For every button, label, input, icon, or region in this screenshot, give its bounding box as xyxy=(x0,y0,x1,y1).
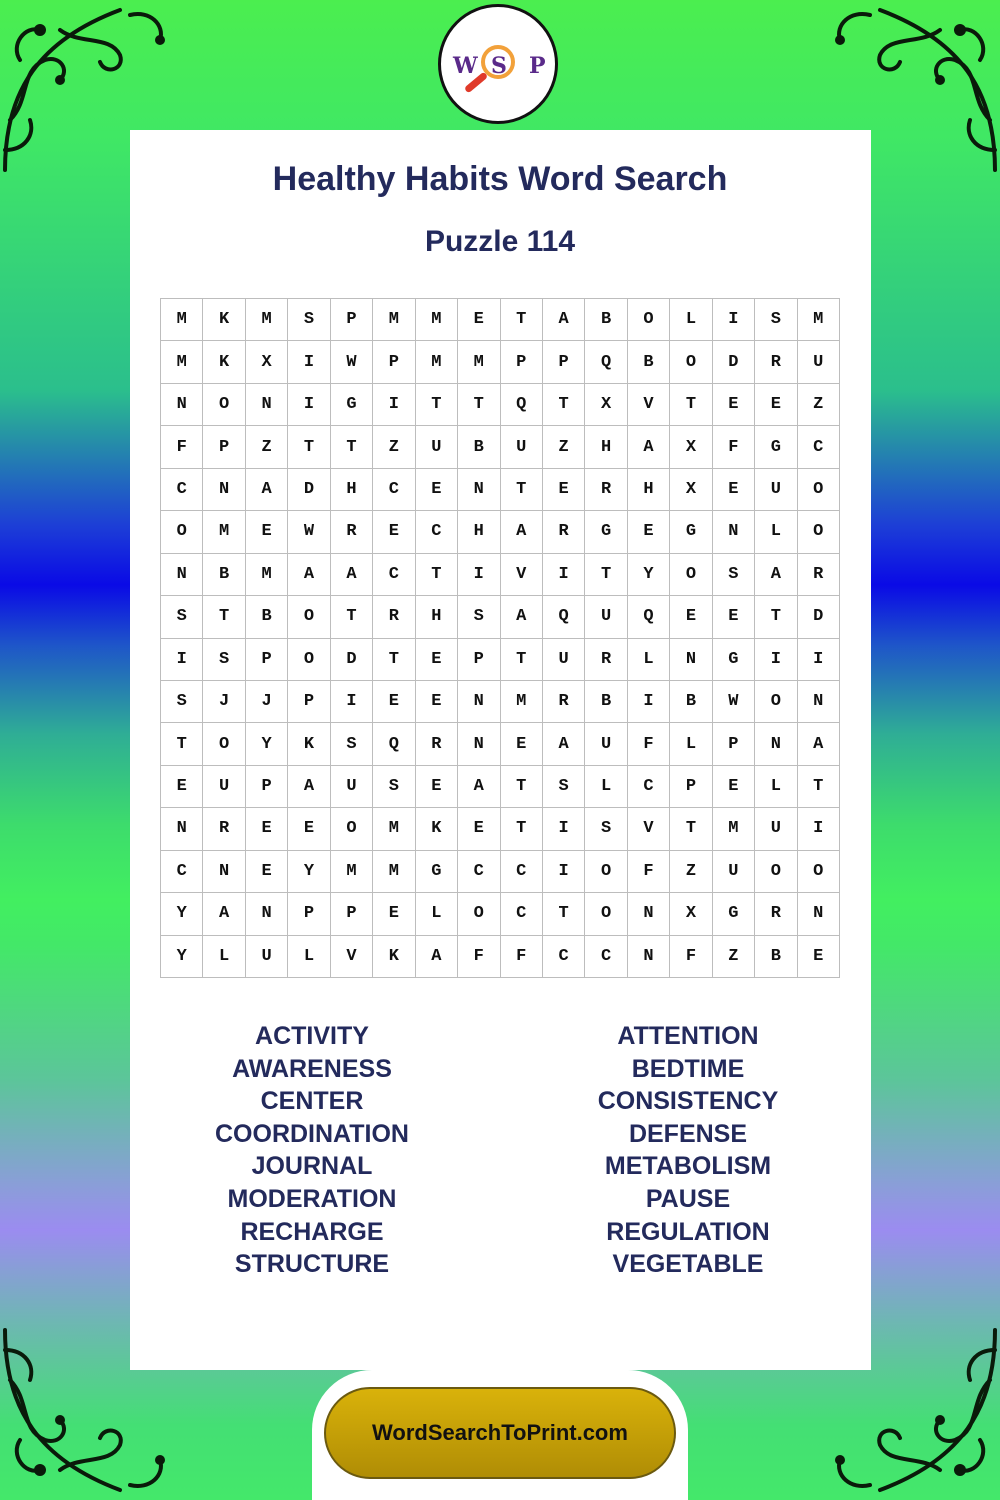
grid-cell[interactable]: O xyxy=(203,723,245,765)
grid-cell[interactable]: T xyxy=(501,299,543,341)
grid-cell[interactable]: O xyxy=(288,596,330,638)
grid-cell[interactable]: G xyxy=(670,511,712,553)
grid-cell[interactable]: H xyxy=(416,596,458,638)
grid-cell[interactable]: K xyxy=(203,341,245,383)
grid-cell[interactable]: N xyxy=(713,511,755,553)
grid-cell[interactable]: T xyxy=(543,384,585,426)
grid-cell[interactable]: U xyxy=(331,766,373,808)
grid-cell[interactable]: U xyxy=(246,936,288,978)
word-list-item: BEDTIME xyxy=(631,1054,745,1083)
grid-cell[interactable]: A xyxy=(798,723,840,765)
grid-cell[interactable]: K xyxy=(416,808,458,850)
word-list-item: ATTENTION xyxy=(617,1022,759,1050)
grid-cell[interactable]: N xyxy=(755,723,797,765)
grid-cell[interactable]: A xyxy=(331,554,373,596)
grid-cell[interactable]: I xyxy=(161,639,203,681)
grid-cell[interactable]: N xyxy=(203,851,245,893)
grid-cell[interactable]: N xyxy=(628,936,670,978)
grid-cell[interactable]: R xyxy=(755,341,797,383)
grid-cell[interactable]: L xyxy=(288,936,330,978)
grid-cell[interactable]: N xyxy=(246,384,288,426)
grid-cell[interactable]: R xyxy=(755,893,797,935)
grid-cell[interactable]: U xyxy=(543,639,585,681)
grid-cell[interactable]: S xyxy=(543,766,585,808)
grid-cell[interactable]: H xyxy=(628,469,670,511)
grid-cell[interactable]: E xyxy=(416,681,458,723)
grid-cell[interactable]: U xyxy=(755,469,797,511)
grid-cell[interactable]: Q xyxy=(543,596,585,638)
grid-cell[interactable]: W xyxy=(331,341,373,383)
grid-cell[interactable]: B xyxy=(628,341,670,383)
grid-cell[interactable]: T xyxy=(755,596,797,638)
word-list-item: VEGETABLE xyxy=(612,1250,764,1279)
grid-cell[interactable]: T xyxy=(331,426,373,468)
grid-cell[interactable]: L xyxy=(416,893,458,935)
grid-cell[interactable]: A xyxy=(288,554,330,596)
grid-cell[interactable]: T xyxy=(543,893,585,935)
grid-cell[interactable]: Q xyxy=(585,341,627,383)
grid-cell[interactable]: N xyxy=(458,469,500,511)
grid-cell[interactable]: E xyxy=(713,384,755,426)
grid-cell[interactable]: W xyxy=(288,511,330,553)
grid-cell[interactable]: T xyxy=(416,384,458,426)
grid-cell[interactable]: O xyxy=(288,639,330,681)
grid-cell[interactable]: A xyxy=(203,893,245,935)
grid-cell[interactable]: I xyxy=(543,554,585,596)
grid-cell[interactable]: B xyxy=(203,554,245,596)
grid-cell[interactable]: E xyxy=(373,511,415,553)
grid-cell[interactable]: C xyxy=(585,936,627,978)
grid-cell[interactable]: P xyxy=(331,893,373,935)
grid-cell[interactable]: B xyxy=(755,936,797,978)
grid-cell[interactable]: I xyxy=(713,299,755,341)
grid-cell[interactable]: A xyxy=(246,469,288,511)
site-logo[interactable] xyxy=(438,4,558,124)
grid-cell[interactable]: M xyxy=(713,808,755,850)
grid-cell[interactable]: B xyxy=(458,426,500,468)
grid-cell[interactable]: P xyxy=(331,299,373,341)
grid-cell[interactable]: C xyxy=(373,554,415,596)
grid-cell[interactable]: J xyxy=(203,681,245,723)
word-list-item: STRUCTURE xyxy=(234,1250,390,1279)
grid-cell[interactable]: O xyxy=(670,554,712,596)
grid-cell[interactable]: T xyxy=(288,426,330,468)
grid-cell[interactable]: I xyxy=(755,639,797,681)
grid-cell[interactable]: I xyxy=(543,851,585,893)
grid-cell[interactable]: N xyxy=(161,554,203,596)
grid-cell[interactable]: R xyxy=(798,554,840,596)
grid-cell[interactable]: C xyxy=(501,893,543,935)
grid-cell[interactable]: L xyxy=(628,639,670,681)
puzzle-number: Puzzle 114 xyxy=(424,225,576,258)
grid-cell[interactable]: U xyxy=(713,851,755,893)
grid-cell[interactable]: V xyxy=(501,554,543,596)
grid-cell[interactable]: L xyxy=(670,723,712,765)
grid-cell[interactable]: M xyxy=(416,341,458,383)
grid-cell[interactable]: L xyxy=(755,766,797,808)
grid-cell[interactable]: P xyxy=(288,893,330,935)
grid-cell[interactable]: F xyxy=(628,723,670,765)
grid-cell[interactable]: O xyxy=(755,681,797,723)
grid-cell[interactable]: Y xyxy=(246,723,288,765)
grid-cell[interactable]: L xyxy=(585,766,627,808)
grid-cell[interactable]: O xyxy=(203,384,245,426)
grid-cell[interactable]: E xyxy=(501,723,543,765)
grid-cell[interactable]: E xyxy=(288,808,330,850)
word-list-item: PAUSE xyxy=(645,1184,731,1213)
grid-cell[interactable]: Y xyxy=(161,893,203,935)
grid-cell[interactable]: M xyxy=(373,299,415,341)
grid-cell[interactable]: M xyxy=(161,299,203,341)
grid-cell[interactable]: I xyxy=(373,384,415,426)
grid-cell[interactable]: A xyxy=(755,554,797,596)
logo-letter-s: S xyxy=(491,53,507,79)
grid-cell[interactable]: T xyxy=(203,596,245,638)
grid-cell[interactable]: O xyxy=(585,851,627,893)
grid-cell[interactable]: M xyxy=(161,341,203,383)
grid-cell[interactable]: H xyxy=(458,511,500,553)
grid-cell[interactable]: A xyxy=(416,936,458,978)
grid-cell[interactable]: P xyxy=(543,341,585,383)
grid-cell[interactable]: O xyxy=(670,341,712,383)
grid-cell[interactable]: M xyxy=(373,851,415,893)
grid-cell[interactable]: R xyxy=(373,596,415,638)
grid-cell[interactable]: E xyxy=(713,766,755,808)
grid-cell[interactable]: U xyxy=(585,596,627,638)
letter-grid xyxy=(160,298,840,978)
grid-cell[interactable]: T xyxy=(161,723,203,765)
grid-cell[interactable]: D xyxy=(798,596,840,638)
grid-cell[interactable]: O xyxy=(458,893,500,935)
grid-cell[interactable]: Y xyxy=(161,936,203,978)
grid-cell[interactable]: F xyxy=(713,426,755,468)
grid-cell[interactable]: G xyxy=(713,639,755,681)
grid-cell[interactable]: M xyxy=(246,299,288,341)
grid-cell[interactable]: P xyxy=(246,639,288,681)
grid-cell[interactable]: N xyxy=(628,893,670,935)
grid-cell[interactable]: N xyxy=(458,681,500,723)
grid-cell[interactable]: I xyxy=(798,639,840,681)
grid-cell[interactable]: X xyxy=(585,384,627,426)
grid-cell[interactable]: A xyxy=(501,596,543,638)
grid-cell[interactable]: F xyxy=(628,851,670,893)
grid-cell[interactable]: R xyxy=(543,511,585,553)
grid-cell[interactable]: N xyxy=(203,469,245,511)
grid-cell[interactable]: E xyxy=(416,469,458,511)
grid-cell[interactable]: N xyxy=(670,639,712,681)
grid-cell[interactable]: N xyxy=(798,681,840,723)
grid-cell[interactable]: T xyxy=(501,639,543,681)
grid-cell[interactable]: Y xyxy=(288,851,330,893)
grid-cell[interactable]: O xyxy=(798,851,840,893)
grid-cell[interactable]: C xyxy=(161,851,203,893)
grid-cell[interactable]: H xyxy=(331,469,373,511)
grid-cell[interactable]: C xyxy=(543,936,585,978)
grid-cell[interactable]: O xyxy=(331,808,373,850)
grid-cell[interactable]: Z xyxy=(670,851,712,893)
grid-cell[interactable]: O xyxy=(161,511,203,553)
grid-cell[interactable]: S xyxy=(458,596,500,638)
grid-cell[interactable]: E xyxy=(628,511,670,553)
grid-cell[interactable]: U xyxy=(501,426,543,468)
grid-cell[interactable]: E xyxy=(161,766,203,808)
grid-cell[interactable]: P xyxy=(501,341,543,383)
grid-cell[interactable]: R xyxy=(416,723,458,765)
grid-cell[interactable]: F xyxy=(670,936,712,978)
grid-cell[interactable]: C xyxy=(501,851,543,893)
grid-cell[interactable]: S xyxy=(203,639,245,681)
grid-cell[interactable]: U xyxy=(755,808,797,850)
grid-cell[interactable]: N xyxy=(798,893,840,935)
grid-cell[interactable]: P xyxy=(246,766,288,808)
grid-cell[interactable]: P xyxy=(373,341,415,383)
grid-cell[interactable]: R xyxy=(543,681,585,723)
website-link[interactable]: WordSearchToPrint.com xyxy=(324,1387,676,1479)
grid-cell[interactable]: T xyxy=(501,469,543,511)
grid-cell[interactable]: I xyxy=(628,681,670,723)
grid-cell[interactable]: A xyxy=(628,426,670,468)
grid-cell[interactable]: B xyxy=(670,681,712,723)
grid-cell[interactable]: R xyxy=(203,808,245,850)
grid-cell[interactable]: R xyxy=(585,469,627,511)
grid-cell[interactable]: T xyxy=(458,384,500,426)
puzzle-title: Healthy Habits Word Search xyxy=(272,160,728,198)
grid-cell[interactable]: E xyxy=(373,893,415,935)
word-list-item: CONSISTENCY xyxy=(597,1087,779,1116)
grid-cell[interactable]: D xyxy=(288,469,330,511)
grid-cell[interactable]: M xyxy=(501,681,543,723)
grid-cell[interactable]: S xyxy=(161,681,203,723)
grid-cell[interactable]: E xyxy=(246,511,288,553)
grid-cell[interactable]: A xyxy=(501,511,543,553)
grid-cell[interactable]: L xyxy=(755,511,797,553)
grid-cell[interactable]: E xyxy=(755,384,797,426)
grid-cell[interactable]: X xyxy=(246,341,288,383)
grid-cell[interactable]: G xyxy=(416,851,458,893)
word-list-item: ACTIVITY xyxy=(255,1022,369,1050)
grid-cell[interactable]: J xyxy=(246,681,288,723)
word-list-item: RECHARGE xyxy=(240,1217,384,1246)
grid-cell[interactable]: C xyxy=(416,511,458,553)
logo-letter-w: W xyxy=(453,53,478,79)
grid-cell[interactable]: E xyxy=(670,596,712,638)
grid-cell[interactable]: K xyxy=(373,936,415,978)
grid-cell[interactable]: K xyxy=(203,299,245,341)
grid-cell[interactable]: X xyxy=(670,426,712,468)
grid-cell[interactable]: A xyxy=(288,766,330,808)
word-list-item: CENTER xyxy=(260,1087,364,1116)
grid-cell[interactable]: T xyxy=(331,596,373,638)
grid-cell[interactable]: C xyxy=(798,426,840,468)
grid-cell[interactable]: S xyxy=(288,299,330,341)
grid-cell[interactable]: A xyxy=(543,723,585,765)
grid-cell[interactable]: V xyxy=(628,808,670,850)
grid-cell[interactable]: C xyxy=(458,851,500,893)
grid-cell[interactable]: M xyxy=(458,341,500,383)
word-list-item: MODERATION xyxy=(227,1184,397,1213)
grid-cell[interactable]: D xyxy=(713,341,755,383)
grid-cell[interactable]: G xyxy=(713,893,755,935)
grid-cell[interactable]: E xyxy=(798,936,840,978)
grid-cell[interactable]: E xyxy=(458,808,500,850)
grid-cell[interactable]: T xyxy=(585,554,627,596)
grid-cell[interactable]: B xyxy=(585,681,627,723)
word-list-item: METABOLISM xyxy=(604,1152,772,1181)
grid-cell[interactable]: T xyxy=(416,554,458,596)
grid-cell[interactable]: T xyxy=(373,639,415,681)
grid-cell[interactable]: C xyxy=(373,469,415,511)
grid-cell[interactable]: Z xyxy=(373,426,415,468)
grid-cell[interactable]: U xyxy=(585,723,627,765)
grid-cell[interactable]: R xyxy=(331,511,373,553)
grid-cell[interactable]: L xyxy=(670,299,712,341)
grid-cell[interactable]: F xyxy=(458,936,500,978)
grid-cell[interactable]: Q xyxy=(373,723,415,765)
grid-cell[interactable]: Q xyxy=(501,384,543,426)
grid-cell[interactable]: C xyxy=(628,766,670,808)
word-list-item: DEFENSE xyxy=(628,1119,748,1148)
grid-cell[interactable]: N xyxy=(458,723,500,765)
grid-cell[interactable]: Q xyxy=(628,596,670,638)
grid-cell[interactable]: P xyxy=(670,766,712,808)
grid-cell[interactable]: N xyxy=(161,808,203,850)
grid-cell[interactable]: L xyxy=(203,936,245,978)
grid-cell[interactable]: E xyxy=(543,469,585,511)
grid-cell[interactable]: H xyxy=(585,426,627,468)
grid-cell[interactable]: T xyxy=(670,384,712,426)
word-list-item: REGULATION xyxy=(606,1217,770,1246)
grid-cell[interactable]: M xyxy=(416,299,458,341)
grid-cell[interactable]: I xyxy=(458,554,500,596)
grid-cell[interactable]: E xyxy=(373,681,415,723)
grid-cell[interactable]: M xyxy=(203,511,245,553)
grid-cell[interactable]: R xyxy=(585,639,627,681)
grid-cell[interactable]: T xyxy=(501,766,543,808)
grid-cell[interactable]: P xyxy=(288,681,330,723)
grid-cell[interactable]: M xyxy=(373,808,415,850)
grid-cell[interactable]: P xyxy=(458,639,500,681)
grid-cell[interactable]: B xyxy=(246,596,288,638)
grid-cell[interactable]: U xyxy=(203,766,245,808)
grid-cell[interactable]: M xyxy=(331,851,373,893)
grid-cell[interactable]: O xyxy=(755,851,797,893)
grid-cell[interactable]: G xyxy=(755,426,797,468)
word-list-item: COORDINATION xyxy=(215,1119,409,1148)
grid-cell[interactable]: N xyxy=(161,384,203,426)
grid-cell[interactable]: V xyxy=(331,936,373,978)
grid-cell[interactable]: S xyxy=(161,596,203,638)
grid-cell[interactable]: F xyxy=(161,426,203,468)
grid-cell[interactable]: V xyxy=(628,384,670,426)
word-list-item: JOURNAL xyxy=(251,1152,373,1181)
grid-cell[interactable]: I xyxy=(543,808,585,850)
grid-cell[interactable]: E xyxy=(416,639,458,681)
grid-cell[interactable]: X xyxy=(670,893,712,935)
word-list-left xyxy=(142,1020,482,1281)
grid-cell[interactable]: N xyxy=(246,893,288,935)
grid-cell[interactable]: M xyxy=(246,554,288,596)
grid-cell[interactable]: P xyxy=(203,426,245,468)
grid-cell[interactable]: S xyxy=(331,723,373,765)
grid-cell[interactable]: F xyxy=(501,936,543,978)
grid-cell[interactable]: T xyxy=(501,808,543,850)
grid-cell[interactable]: M xyxy=(798,299,840,341)
grid-cell[interactable]: Z xyxy=(713,936,755,978)
grid-cell[interactable]: E xyxy=(713,469,755,511)
grid-cell[interactable]: E xyxy=(458,299,500,341)
grid-cell[interactable]: S xyxy=(373,766,415,808)
grid-cell[interactable]: T xyxy=(798,766,840,808)
grid-cell[interactable]: I xyxy=(288,341,330,383)
grid-cell[interactable]: A xyxy=(543,299,585,341)
grid-cell[interactable]: U xyxy=(798,341,840,383)
grid-cell[interactable]: X xyxy=(670,469,712,511)
grid-cell[interactable]: O xyxy=(798,511,840,553)
grid-cell[interactable]: Z xyxy=(798,384,840,426)
grid-cell[interactable]: D xyxy=(331,639,373,681)
grid-cell[interactable]: T xyxy=(670,808,712,850)
word-list-item: AWARENESS xyxy=(232,1054,392,1083)
grid-cell[interactable]: S xyxy=(585,808,627,850)
grid-cell[interactable]: I xyxy=(331,681,373,723)
grid-cell[interactable]: P xyxy=(713,723,755,765)
grid-cell[interactable]: E xyxy=(246,808,288,850)
grid-cell[interactable]: E xyxy=(416,766,458,808)
grid-cell[interactable]: E xyxy=(246,851,288,893)
grid-cell[interactable]: I xyxy=(288,384,330,426)
grid-cell[interactable]: O xyxy=(585,893,627,935)
grid-cell[interactable]: S xyxy=(755,299,797,341)
grid-cell[interactable]: U xyxy=(416,426,458,468)
grid-cell[interactable]: B xyxy=(585,299,627,341)
logo-letter-p: P xyxy=(529,53,546,79)
grid-cell[interactable]: O xyxy=(798,469,840,511)
grid-cell[interactable]: I xyxy=(798,808,840,850)
grid-cell[interactable]: G xyxy=(585,511,627,553)
word-list-right xyxy=(518,1020,858,1281)
grid-cell[interactable]: Z xyxy=(543,426,585,468)
grid-cell[interactable]: G xyxy=(331,384,373,426)
grid-cell[interactable]: O xyxy=(628,299,670,341)
grid-cell[interactable]: S xyxy=(713,554,755,596)
grid-cell[interactable]: Z xyxy=(246,426,288,468)
grid-cell[interactable]: C xyxy=(161,469,203,511)
grid-cell[interactable]: E xyxy=(713,596,755,638)
grid-cell[interactable]: W xyxy=(713,681,755,723)
grid-cell[interactable]: K xyxy=(288,723,330,765)
grid-cell[interactable]: Y xyxy=(628,554,670,596)
grid-cell[interactable]: A xyxy=(458,766,500,808)
